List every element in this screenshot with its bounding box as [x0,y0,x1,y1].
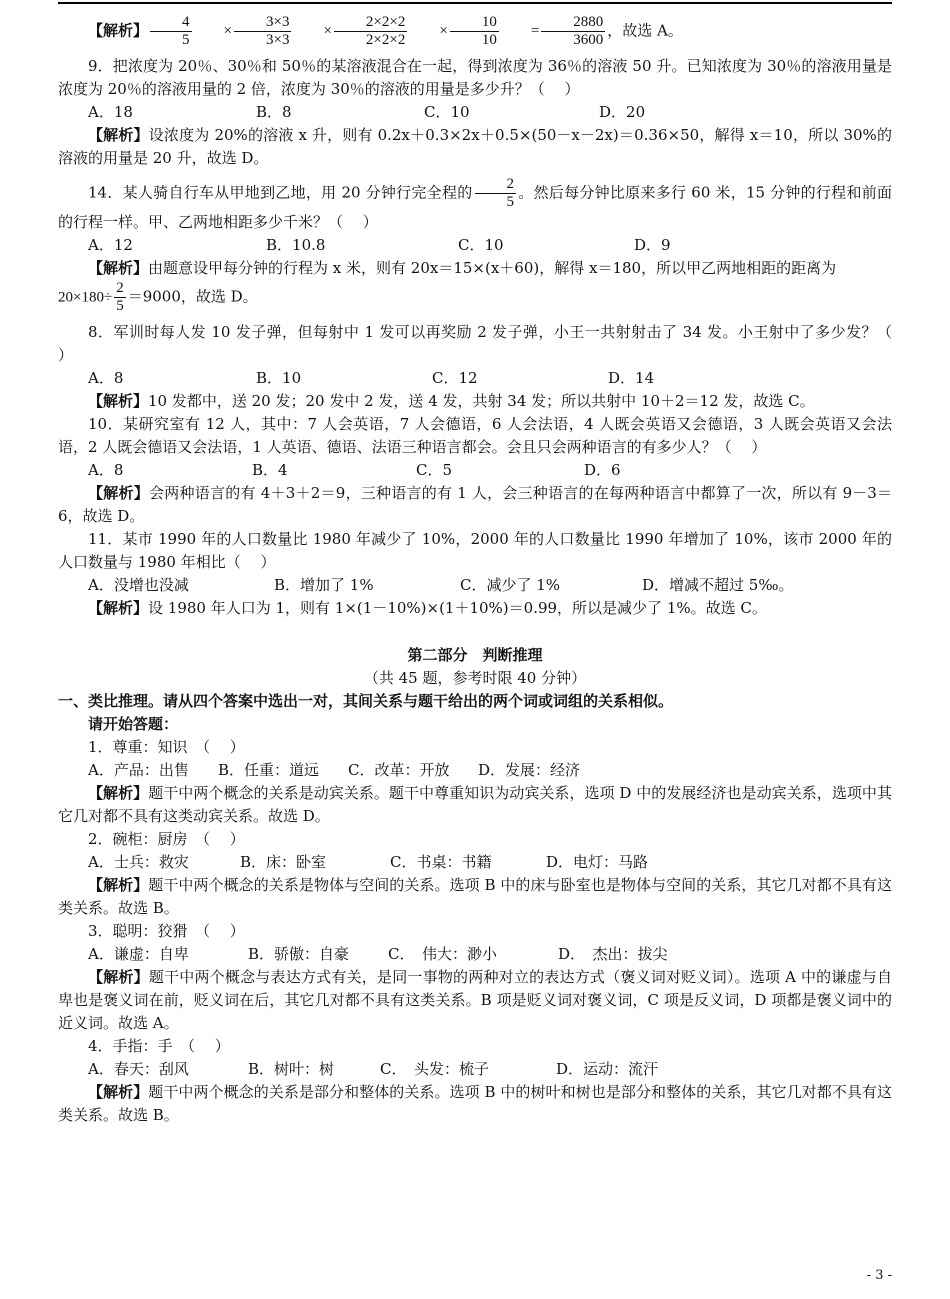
option-a: A．18 [88,103,133,121]
question-14-options [58,234,892,257]
question-9: 9．把浓度为 20％、30％和 50％的某溶液混合在一起，得到浓度为 36％的溶液 50 升。已知浓度为 30％的溶液用量是浓度为 20％的溶液用量的 2 倍，浓度为 30％的溶液的用量是多少升？（ ） [58,57,892,98]
start-prompt: 请开始答题： [88,715,179,733]
option-a: A．8 [88,461,124,479]
answer-11: 【解析】设 1980 年人口为 1，则有 1×(1－10%)×(1＋10%)＝0.99，所以是减少了 1%。故选 C。 [88,599,767,617]
fraction: $\frac{3\times 3}{3\times 3}$ [234,14,291,49]
fraction: $\frac{4}{5}$ [150,14,192,49]
answer-tag: 【解析】 [88,21,149,40]
question-10-options [58,459,892,482]
analogy-answer-4: 【解析】题干中两个概念的关系是部分和整体的关系。选项 B 中的树叶和树也是部分和整体的关系，其它几对都不具有这类关系。故选 B。 [58,1083,892,1124]
analogy-answer-3: 【解析】题干中两个概念与表达方式有关，是同一事物的两种对立的表达方式（褒义词对贬义词）。选项 A 中的谦虚与自卑也是褒义词在前，贬义词在后，其它几对都不具有这类关系。B 项是贬义词对褒义词，C 项是反义词，D 项都是褒义词中的近义词。故选 A。 [58,968,892,1032]
option-a: A．8 [88,369,124,387]
answer-9: 【解析】设浓度为 20%的溶液 x 升，则有 0.2x＋0.3×2x＋0.5×(50－x－2x)＝0.36×50，解得 x＝10，所以 30%的溶液的用量是 20 升，故选 D。 [58,126,892,167]
fraction: $\frac{2\times 2\times 2}{2\times 2\times 2}$ [334,14,407,49]
question-11-options [58,574,892,597]
page-number: - 3 - [866,1268,892,1283]
fraction: $\frac{10}{10}$ [450,14,499,49]
question-9-options [58,101,892,124]
question-14: 14．某人骑自行车从甲地到乙地，用 20 分钟行完全程的 $\frac{2}{5}$ 。然后每分钟比原来多行 60 米，15 分钟的行程和前面的行程一样。甲、乙两地相距多少千米？（ ） [58,176,892,231]
option-d: D．发展：经济 [478,761,581,779]
document-page [58,14,912,1127]
section-title: 第二部分 判断推理 [407,646,543,664]
question-8-options [58,367,892,390]
fraction: $\frac{2}{5}$ [116,280,124,314]
answer-8: 【解析】10 发都中，送 20 发；20 发中 2 发，送 4 发，共射 34 发；所以共射中 10＋2＝12 发，故选 C。 [88,392,815,410]
option-a: A．春天：刮风 [88,1060,189,1078]
fraction: $\frac{2880}{3600}$ [541,14,605,49]
answer-8-block: 【解析】 $\frac{4}{5}$ × $\frac{3\times 3}{3\times 3}$ × $\frac{2\times 2\times 2}{2\times 2\times 2}$ × $\frac{10}{10}$ = $\frac{2880}{3600}$ ，故选 A。 [88,14,683,48]
option-d: D．增减不超过 5‰。 [642,576,794,594]
option-d: D．20 [599,103,646,121]
answer-10: 【解析】会两种语言的有 4＋3＋2＝9，三种语言的有 1 人，会三种语言的在每两种语言中都算了一次，所以有 9－3＝6，故选 D。 [58,484,892,525]
option-a: A．产品：出售 [88,761,189,779]
option-b: B．4 [252,461,288,479]
analogy-question-2-options [58,851,892,874]
option-a: A．没增也没减 [88,576,189,594]
option-d: D．14 [608,369,655,387]
option-c: C．10 [424,103,470,121]
option-d: D．9 [634,236,671,254]
option-c: C．12 [432,369,478,387]
analogy-question-4: 4．手指：手 （ ） [88,1037,230,1055]
analogy-question-3-options [58,943,892,966]
option-c: C．5 [416,461,453,479]
section-instruction: 一、类比推理。请从四个答案中选出一对，其间关系与题干给出的两个词或词组的关系相似。 [58,692,674,710]
option-b: B．10.8 [266,236,326,254]
answer-14-calc: 20×180÷ $\frac{2}{5}$ ＝9000，故选 D。 [58,280,258,314]
option-c: C． 伟大：渺小 [388,945,497,963]
option-b: B．8 [256,103,292,121]
answer-14: 【解析】由题意设甲每分钟的行程为 x 米，则有 20x＝15×(x＋60)，解得 x＝180，所以甲乙两地相距的距离为 [88,259,837,277]
option-c: C． 头发：梳子 [380,1060,489,1078]
option-c: C．10 [458,236,504,254]
analogy-question-4-options [58,1058,892,1081]
option-d: D．6 [584,461,621,479]
option-d: D． 杰出：拔尖 [558,945,668,963]
section-subtitle: （共 45 题，参考时限 40 分钟） [363,669,587,687]
option-c: C．减少了 1% [460,576,561,594]
analogy-question-1-options [58,759,892,782]
question-10: 10．某研究室有 12 人，其中：7 人会英语，7 人会德语，6 人会法语，4 人既会英语又会德语，3 人既会英语又会法语，2 人既会德语又会法语，1 人英语、德语、法语三种语言都会。会且只会两种语言的有多少人？（ ） [58,415,892,456]
analogy-question-2: 2．碗柜：厨房 （ ） [88,830,245,848]
option-b: B．10 [256,369,302,387]
analogy-answer-2: 【解析】题干中两个概念的关系是物体与空间的关系。选项 B 中的床与卧室也是物体与空间的关系，其它几对都不具有这类关系。故选 B。 [58,876,892,917]
header-rule [58,2,892,4]
option-b: B．增加了 1% [274,576,374,594]
analogy-question-3: 3．聪明：狡猾 （ ） [88,922,245,940]
option-b: B．任重：道远 [218,761,320,779]
option-b: B．床：卧室 [240,853,327,871]
option-c: C．书桌：书籍 [390,853,492,871]
fraction: $\frac{2}{5}$ [475,176,517,211]
analogy-question-1: 1．尊重：知识 （ ） [88,738,245,756]
option-a: A．谦虚：自卑 [88,945,189,963]
option-d: D．运动：流汗 [556,1060,659,1078]
option-a: A．12 [88,236,133,254]
question-8: 8．军训时每人发 10 发子弹，但每射中 1 发可以再奖励 2 发子弹，小王一共射射击了 34 发。小王射中了多少发？（ ） [58,323,912,364]
option-b: B．骄傲：自豪 [248,945,350,963]
analogy-answer-1: 【解析】题干中两个概念的关系是动宾关系。题干中尊重知识为动宾关系，选项 D 中的发展经济也是动宾关系，选项中其它几对都不具有这类动宾关系。故选 D。 [58,784,892,825]
option-a: A．士兵：救灾 [88,853,189,871]
option-b: B．树叶：树 [248,1060,335,1078]
question-11: 11．某市 1990 年的人口数量比 1980 年减少了 10%，2000 年的人口数量比 1990 年增加了 10%，该市 2000 年的人口数量与 1980 年相比（ ） [58,530,892,571]
option-d: D．电灯：马路 [546,853,649,871]
option-c: C．改革：开放 [348,761,450,779]
